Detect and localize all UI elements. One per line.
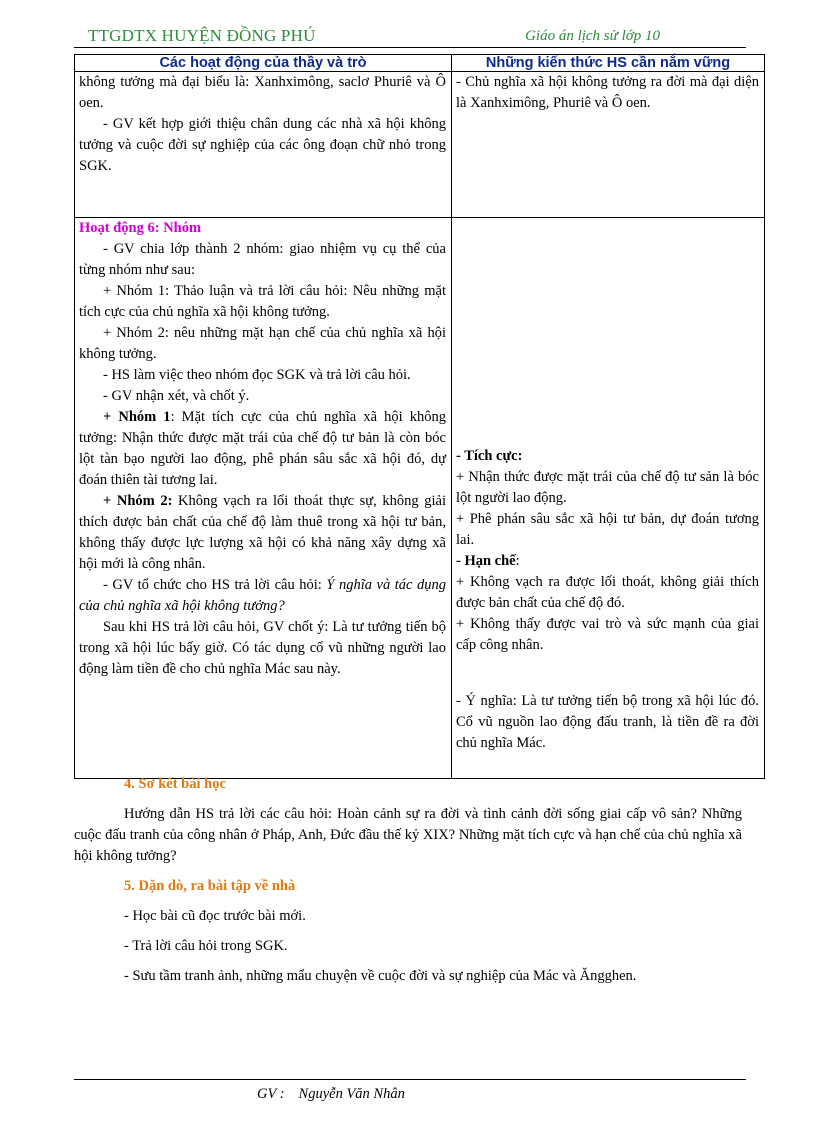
list-item: - Sưu tầm tranh ảnh, những mẩu chuyện về cuộc đời và sự nghiệp của Mác và Ăngghen. bbox=[124, 968, 637, 984]
paragraph: + Không thấy được vai trò và sức mạnh của giai cấp công nhân. bbox=[456, 616, 759, 653]
paragraph: - HS làm việc theo nhóm đọc SGK và trả lời câu hỏi. bbox=[103, 367, 411, 383]
label: - Tích cực: bbox=[456, 448, 523, 464]
activities-cell bbox=[75, 72, 452, 218]
table-row bbox=[75, 218, 765, 779]
paragraph bbox=[79, 575, 446, 617]
teacher-name: Nguyễn Văn Nhân bbox=[298, 1086, 405, 1102]
table-row bbox=[75, 72, 765, 218]
header-divider bbox=[74, 47, 746, 48]
knowledge-cell bbox=[452, 218, 765, 779]
paragraph: - GV chia lớp thành 2 nhóm: giao nhiệm vụ cụ thể của từng nhóm như sau: bbox=[79, 241, 446, 278]
footer-divider bbox=[74, 1079, 746, 1080]
limitations-heading bbox=[456, 551, 759, 572]
school-name: TTGDTX HUYỆN ĐỒNG PHÚ bbox=[88, 26, 316, 45]
table-header-row bbox=[75, 55, 765, 72]
paragraph-text: - GV tổ chức cho HS trả lời câu hỏi: bbox=[103, 577, 327, 593]
paragraph: - GV nhận xét, và chốt ý. bbox=[103, 388, 250, 404]
lesson-table bbox=[74, 54, 765, 779]
paragraph: - GV kết hợp giới thiệu chân dung các nhà xã hội không tưởng và cuộc đời sự nghiệp của các ông đoạn chữ nhỏ trong SGK. bbox=[79, 116, 446, 174]
page-footer bbox=[257, 1086, 405, 1103]
activity-title: Hoạt động 6: Nhóm bbox=[79, 220, 202, 236]
teacher-label: GV : bbox=[257, 1086, 285, 1102]
list-item: - Học bài cũ đọc trước bài mới. bbox=[124, 908, 306, 924]
document-subject: Giáo án lịch sử lớp 10 bbox=[525, 28, 660, 44]
paragraph: Sau khi HS trả lời câu hỏi, GV chốt ý: Là tư tưởng tiến bộ trong xã hội lúc bấy giờ. Có tác dụng cổ vũ những người lao động làm tiền đề cho chủ nghĩa Mác sau này. bbox=[79, 619, 446, 677]
paragraph-text: : Mặt tích cực của chủ nghĩa xã hội không tưởng: Nhận thức được mặt trái của chế độ tư bản là còn bóc lột tàn bạo người lao động, phê phán sâu sắc xã hội đó, dự đoán thiên tài tương lai. bbox=[79, 409, 446, 488]
group-label: + Nhóm 2: bbox=[103, 493, 173, 509]
paragraph: - Chủ nghĩa xã hội không tưởng ra đời mà đại diện là Xanhximông, Phuriê và Ô oen. bbox=[456, 74, 759, 111]
section-heading: 5. Dặn dò, ra bài tập về nhà bbox=[124, 878, 296, 894]
positive-heading bbox=[456, 446, 759, 467]
column-header-activities: Các hoạt động của thầy và trò bbox=[75, 55, 452, 72]
question-text: Ý nghĩa và tác dụng của chủ nghĩa xã hội không tưởng? bbox=[79, 577, 446, 614]
paragraph: - Ý nghĩa: Là tư tưởng tiến bộ trong xã hội lúc đó. Cổ vũ nguồn lao động đấu tranh, là tiền đề ra đời chủ nghĩa Mác. bbox=[456, 693, 759, 751]
paragraph: + Nhóm 1: Thảo luận và trả lời câu hỏi: Nêu những mặt tích cực của chủ nghĩa xã hội không tưởng. bbox=[79, 283, 446, 320]
label: - Hạn chế bbox=[456, 553, 516, 569]
section-heading: 4. Sơ kết bài học bbox=[124, 776, 226, 792]
cell-spacer bbox=[456, 218, 759, 446]
paragraph: + Không vạch ra được lối thoát, không giải thích được bản chất của chế độ đó. bbox=[456, 574, 759, 611]
paragraph: + Nhận thức được mặt trái của chế độ tư sản là bóc lột người lao động. bbox=[456, 469, 759, 506]
paragraph: không tưởng mà đại biểu là: Xanhximông, saclơ Phuriê và Ô oen. bbox=[79, 74, 446, 111]
paragraph: + Nhóm 2: nêu những mặt hạn chế của chủ nghĩa xã hội không tưởng. bbox=[79, 325, 446, 362]
cell-spacer bbox=[456, 656, 759, 691]
paragraph bbox=[79, 407, 446, 491]
column-header-knowledge: Những kiến thức HS cần nắm vững bbox=[452, 55, 765, 72]
paragraph: + Phê phán sâu sắc xã hội tư bản, dự đoán tương lai. bbox=[456, 511, 759, 548]
paragraph-text: Không vạch ra lối thoát thực sự, không giải thích được bản chất của chế độ làm thuê trong xã hội tư bản, không thấy được lực lượng xã hội có khả năng xây dựng xã hội mới là công nhân. bbox=[79, 493, 446, 572]
homework-section bbox=[74, 876, 746, 987]
list-item: - Trả lời câu hỏi trong SGK. bbox=[124, 938, 288, 954]
summary-section bbox=[74, 774, 746, 867]
activities-cell bbox=[75, 218, 452, 779]
paragraph: Hướng dẫn HS trả lời các câu hỏi: Hoàn cảnh sự ra đời và tình cảnh đời sống giai cấp vô sản? Những cuộc đấu tranh của công nhân ở Pháp, Anh, Đức đầu thế kỷ XIX? Những mặt tích cực và hạn chế của chủ nghĩa xã hội không tưởng? bbox=[74, 806, 742, 864]
paragraph bbox=[79, 491, 446, 575]
colon: : bbox=[515, 553, 520, 569]
group-label: + Nhóm 1 bbox=[103, 409, 171, 425]
knowledge-cell bbox=[452, 72, 765, 218]
